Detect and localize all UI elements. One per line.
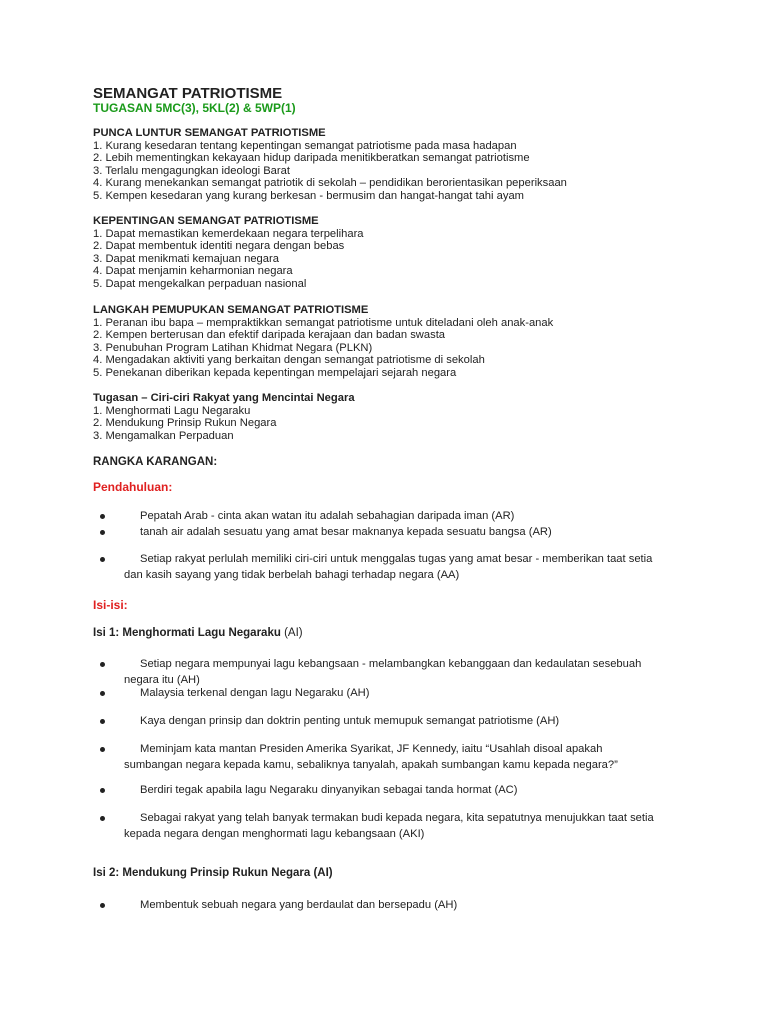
bullet-item [100, 525, 700, 541]
list-item: 2. Lebih mementingkan kekayaan hidup daripada menitikberatkan semangat patriotisme [93, 152, 530, 165]
section-punca [93, 127, 567, 203]
bullet-icon [100, 530, 105, 535]
document-subtitle: TUGASAN 5MC(3), 5KL(2) & 5WP(1) [93, 101, 296, 115]
bullet-text: Setiap rakyat perlulah memiliki ciri-ciri untuk menggalas tugas yang amat besar - memberikan taat setia [140, 553, 653, 565]
list-item: 1. Dapat memastikan kemerdekaan negara terpelihara [93, 227, 364, 240]
bullet-icon [100, 557, 105, 562]
bullet-item [100, 811, 700, 842]
bullet-text-cont: sumbangan negara kepada kamu, sebaliknya tanyalah, apakah sumbangan kamu kepada negara?” [124, 758, 618, 771]
bullet-text: Kaya dengan prinsip dan doktrin penting untuk memupuk semangat patriotisme (AH) [140, 715, 560, 727]
list-item: 3. Penubuhan Program Latihan Khidmat Negara (PLKN) [93, 341, 373, 354]
list-item: 2. Mendukung Prinsip Rukun Negara [93, 417, 277, 430]
bullet-text-cont: kepada negara dengan menghormati lagu kebangsaan (AKI) [124, 827, 425, 840]
bullet-icon [100, 903, 105, 908]
isi1-heading [93, 627, 303, 639]
bullet-item [100, 657, 700, 688]
section-tugasan [93, 392, 355, 442]
section-heading: KEPENTINGAN SEMANGAT PATRIOTISME [93, 215, 319, 227]
list-item: 2. Kempen berterusan dan efektif daripada kerajaan dan badan swasta [93, 329, 446, 342]
bullet-item [100, 714, 700, 730]
bullet-text: Berdiri tegak apabila lagu Negaraku dinyanyikan sebagai tanda hormat (AC) [140, 784, 518, 796]
section-langkah [93, 304, 553, 380]
bullet-item [100, 552, 700, 583]
list-item: 3. Dapat menikmati kemajuan negara [93, 252, 279, 265]
list-item: 1. Peranan ibu bapa – mempraktikkan semangat patriotisme untuk diteladani oleh anak-anak [93, 316, 554, 329]
section-kepentingan [93, 215, 364, 291]
bullet-icon [100, 719, 105, 724]
bullet-icon [100, 514, 105, 519]
list-item: 1. Kurang kesedaran tentang kepentingan semangat patriotisme pada masa hadapan [93, 139, 517, 152]
bullet-icon [100, 788, 105, 793]
bullet-icon [100, 691, 105, 696]
list-item: 3. Terlalu mengagungkan ideologi Barat [93, 164, 290, 177]
bullet-text: Malaysia terkenal dengan lagu Negaraku (AH) [140, 687, 370, 699]
list-item: 1. Menghormati Lagu Negaraku [93, 404, 251, 417]
bullet-icon [100, 662, 105, 667]
bullet-item [100, 742, 700, 773]
list-item: 4. Dapat menjamin keharmonian negara [93, 265, 293, 278]
bullet-text: tanah air adalah sesuatu yang amat besar maknanya kepada sesuatu bangsa (AR) [140, 526, 552, 538]
bullet-icon [100, 747, 105, 752]
bullet-item [100, 898, 700, 914]
list-item: 4. Kurang menekankan semangat patriotik di sekolah – pendidikan berorientasikan peperiksaan [93, 177, 567, 190]
list-item: 3. Mengamalkan Perpaduan [93, 429, 234, 442]
section-heading: LANGKAH PEMUPUKAN SEMANGAT PATRIOTISME [93, 304, 369, 316]
rangka-heading: RANGKA KARANGAN: [93, 456, 218, 468]
bullet-text-cont: dan kasih sayang yang tidak berbelah bahagi terhadap negara (AA) [124, 568, 460, 581]
bullet-item [100, 686, 700, 702]
isi-label: Isi-isi: [93, 598, 128, 612]
isi2-heading-text: Isi 2: Mendukung Prinsip Rukun Negara (AI) [93, 867, 333, 879]
bullet-text: Membentuk sebuah negara yang berdaulat dan bersepadu (AH) [140, 899, 458, 911]
list-item: 5. Dapat mengekalkan perpaduan nasional [93, 277, 307, 290]
bullet-text: Meminjam kata mantan Presiden Amerika Syarikat, JF Kennedy, iaitu “Usahlah disoal apakah [140, 743, 603, 755]
bullet-icon [100, 816, 105, 821]
bullet-text: Pepatah Arab - cinta akan watan itu adalah sebahagian daripada iman (AR) [140, 510, 515, 522]
section-heading: PUNCA LUNTUR SEMANGAT PATRIOTISME [93, 127, 326, 139]
bullet-item [100, 509, 700, 525]
list-item: 5. Kempen kesedaran yang kurang berkesan - bermusim dan hangat-hangat tahi ayam [93, 189, 524, 202]
list-item: 4. Mengadakan aktiviti yang berkaitan dengan semangat patriotisme di sekolah [93, 354, 485, 367]
bullet-text: Setiap negara mempunyai lagu kebangsaan - melambangkan kebanggaan dan kedaulatan sesebuah [140, 658, 642, 670]
document-title: SEMANGAT PATRIOTISME [93, 85, 283, 102]
section-heading: Tugasan – Ciri-ciri Rakyat yang Mencintai Negara [93, 392, 355, 404]
isi1-heading-text: Isi 1: Menghormati Lagu Negaraku [93, 627, 281, 639]
list-item: 5. Penekanan diberikan kepada kepentingan mempelajari sejarah negara [93, 366, 457, 379]
isi1-tag: (AI) [280, 627, 303, 639]
isi2-heading [93, 867, 333, 879]
bullet-item [100, 783, 700, 799]
list-item: 2. Dapat membentuk identiti negara dengan bebas [93, 240, 345, 253]
bullet-text: Sebagai rakyat yang telah banyak termakan budi kepada negara, kita sepatutnya menujukkan taat setia [140, 812, 654, 824]
pendahuluan-label: Pendahuluan: [93, 480, 173, 494]
bullet-text-cont: negara itu (AH) [124, 673, 200, 686]
